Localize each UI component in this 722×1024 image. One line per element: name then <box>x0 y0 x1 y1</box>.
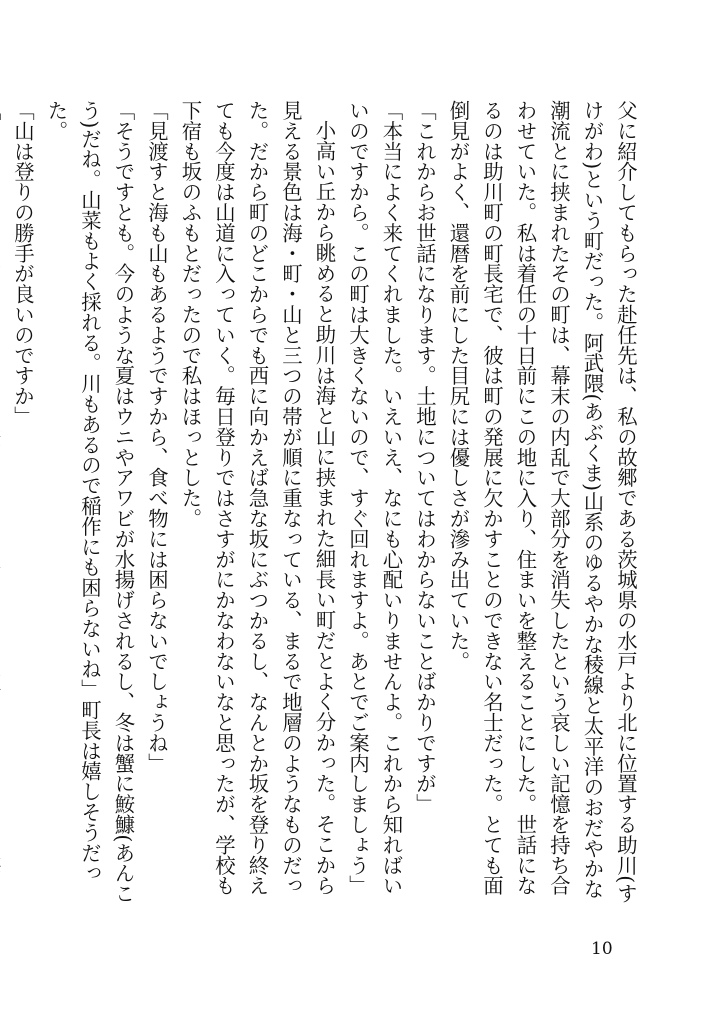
paragraph-narration-1: 父に紹介してもらった赴任先は、私の故郷である茨城県の水戸より北に位置する助川(すけがわ)という町だった。阿武隈(あぶくま)山系のゆるやかな稜線と太平洋のおだやかな潮流とに挟まれたその町は、幕末の内乱で大部分を消失したという哀しい記憶を持ち合わせていた。私は着任の十日前にこの地に入り、住まいを整えることにした。世話になるのは助川町の町長宅で、彼は町の発展に欠かすことのできない名士だった。とても面倒見がよく、還暦を前にした目尻には優しさが滲み出ていた。 <box>446 100 638 904</box>
vertical-text-body <box>11 100 642 910</box>
paragraph-dialogue-2: 「本当によく来てくれました。いえいえ、なにも心配いりませんよ。これから知ればいいのですから。この町は大きくないので、すぐ回れますよ。あとでご案内しましょう」 <box>346 100 404 896</box>
paragraph-dialogue-4: 「そうですとも。今のような夏はウニやアワビが水揚げされるし、冬は蟹に鮟鱇(あんこう)だね。山菜もよく採れる。川もあるので稲作にも困らないね」町長は嬉しそうだった。 <box>44 100 136 904</box>
paragraph-dialogue-1: 「これからお世話になります。土地についてはわからないことばかりですが」 <box>413 100 437 814</box>
page-number: 10 <box>591 939 613 959</box>
paragraph-dialogue-5: 「山は登りの勝手が良いのですか」 <box>11 100 35 427</box>
paragraph-narration-2: 小高い丘から眺めると助川は海と山に挟まれた細長い町だとよく分かった。そこから見える景色は海・町・山と三つの帯が順に重なっている、まるで地層のようなものだった。だから町のどこからでも西に向かえば急な坂にぶつかるし、なんとか坂を登り終えても今度は山道に入っていく。毎日登りではさすがにかなわないなと思ったが、学校も下宿も坂のふもとだったので私はほっとした。 <box>178 100 337 896</box>
paragraph-dialogue-3: 「見渡すと海も山もあるようですから、食べ物には困らないでしょうね」 <box>145 100 169 774</box>
paragraph-dialogue-6 <box>0 100 6 910</box>
